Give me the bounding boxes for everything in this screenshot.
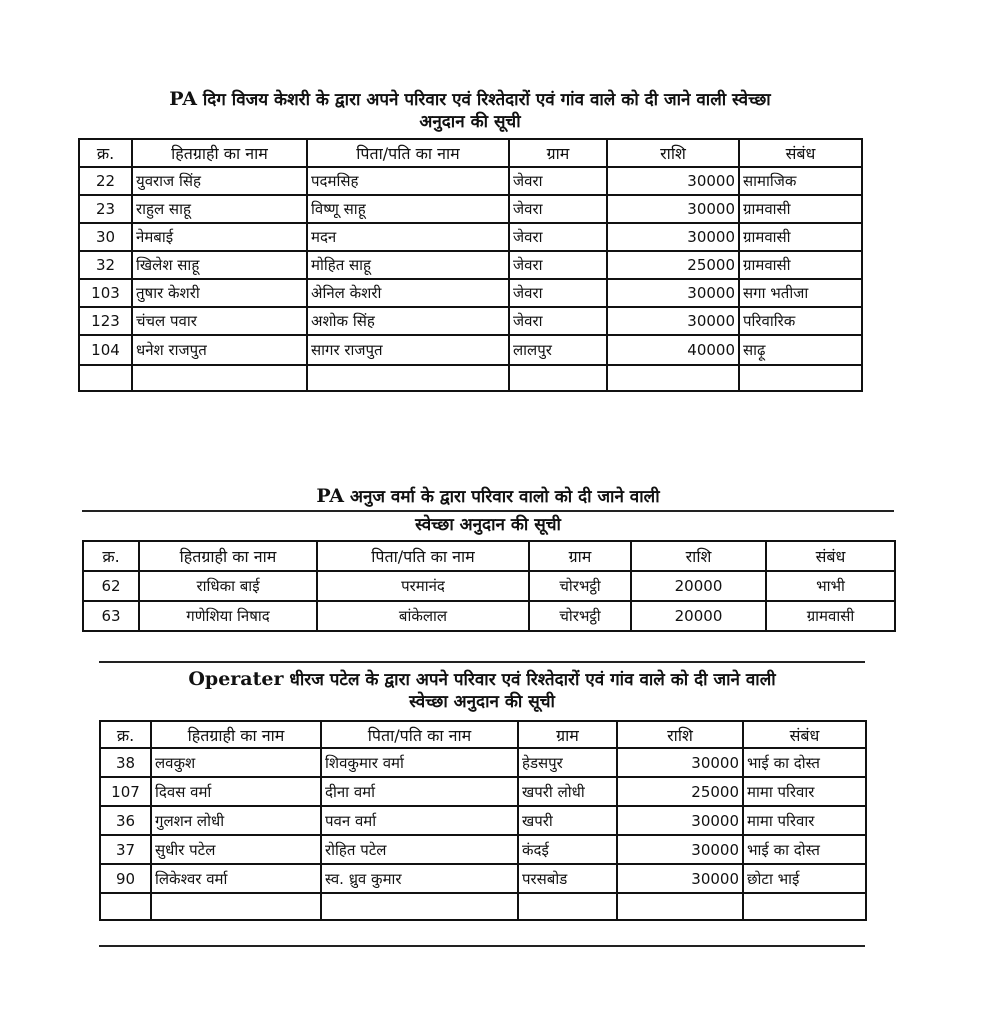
father-cell: परमानंद	[317, 571, 529, 601]
table-row	[83, 571, 895, 601]
header-relation: संबंध	[739, 139, 862, 167]
section3-table	[99, 720, 867, 921]
father-cell: सागर राजपुत	[307, 335, 509, 365]
empty-cell	[509, 365, 607, 391]
relation-cell: सगा भतीजा	[739, 279, 862, 307]
table-row	[79, 223, 862, 251]
beneficiary-cell: गुलशन लोधी	[151, 806, 321, 835]
beneficiary-cell: राहुल साहू	[132, 195, 307, 223]
village-cell: खपरी लोधी	[518, 777, 617, 806]
section2-title-rest: अनुज वर्मा के द्वारा परिवार वालो को दी जाने वाली	[349, 487, 660, 507]
beneficiary-cell: तुषार केशरी	[132, 279, 307, 307]
village-cell: जेवरा	[509, 167, 607, 195]
section2-title-divider	[82, 510, 894, 512]
amount-cell: 30000	[607, 279, 739, 307]
amount-cell: 40000	[607, 335, 739, 365]
header-village: ग्राम	[529, 541, 631, 571]
beneficiary-cell: चंचल पवार	[132, 307, 307, 335]
village-cell: लालपुर	[509, 335, 607, 365]
amount-cell: 25000	[617, 777, 743, 806]
serial-cell: 36	[100, 806, 151, 835]
header-father-husband-name: पिता/पति का नाम	[321, 721, 518, 748]
header-serial: क्र.	[100, 721, 151, 748]
relation-cell: साढ़ू	[739, 335, 862, 365]
table-row	[100, 806, 866, 835]
section2-title-line2	[82, 514, 894, 536]
section3-title	[99, 668, 865, 713]
relation-cell: भाई का दोस्त	[743, 748, 866, 777]
header-beneficiary-name: हितग्राही का नाम	[132, 139, 307, 167]
header-beneficiary-name: हितग्राही का नाम	[151, 721, 321, 748]
section3-bottom-divider	[99, 945, 865, 947]
header-relation: संबंध	[766, 541, 895, 571]
header-amount: राशि	[617, 721, 743, 748]
father-cell: अेनिल केशरी	[307, 279, 509, 307]
section3-title-line2: स्वेच्छा अनुदान की सूची	[409, 692, 555, 712]
table-row	[100, 864, 866, 893]
amount-cell: 30000	[617, 806, 743, 835]
beneficiary-cell: दिवस वर्मा	[151, 777, 321, 806]
section1-title-line2: अनुदान की सूची	[419, 112, 521, 132]
section3-top-divider	[99, 661, 865, 663]
village-cell: कंदई	[518, 835, 617, 864]
village-cell: खपरी	[518, 806, 617, 835]
beneficiary-cell: युवराज सिंह	[132, 167, 307, 195]
section3-title-rest: धीरज पटेल के द्वारा अपने परिवार एवं रिश्तेदारों एवं गांव वाले को दी जाने वाली	[289, 670, 776, 690]
table-row	[83, 601, 895, 631]
section1-title-lead: PA	[169, 88, 197, 110]
section3-header-row	[100, 721, 866, 748]
beneficiary-cell: राधिका बाई	[139, 571, 317, 601]
header-relation: संबंध	[743, 721, 866, 748]
amount-cell: 20000	[631, 601, 766, 631]
section3-title-lead: Operater	[188, 668, 284, 690]
section1-title	[60, 88, 880, 133]
empty-cell	[79, 365, 132, 391]
amount-cell: 30000	[617, 835, 743, 864]
beneficiary-cell: धनेश राजपुत	[132, 335, 307, 365]
relation-cell: भाई का दोस्त	[743, 835, 866, 864]
relation-cell: सामाजिक	[739, 167, 862, 195]
amount-cell: 30000	[607, 167, 739, 195]
village-cell: जेवरा	[509, 279, 607, 307]
relation-cell: ग्रामवासी	[739, 195, 862, 223]
header-village: ग्राम	[509, 139, 607, 167]
serial-cell: 63	[83, 601, 139, 631]
village-cell: चोरभट्ठी	[529, 571, 631, 601]
father-cell: दीना वर्मा	[321, 777, 518, 806]
section2-table	[82, 540, 896, 632]
serial-cell: 104	[79, 335, 132, 365]
village-cell: चोरभट्ठी	[529, 601, 631, 631]
serial-cell: 90	[100, 864, 151, 893]
empty-cell	[132, 365, 307, 391]
section2-title-lead: PA	[316, 485, 345, 507]
serial-cell: 32	[79, 251, 132, 279]
empty-cell	[739, 365, 862, 391]
header-amount: राशि	[607, 139, 739, 167]
village-cell: जेवरा	[509, 195, 607, 223]
header-father-husband-name: पिता/पति का नाम	[317, 541, 529, 571]
table-row-empty	[79, 365, 862, 391]
relation-cell: ग्रामवासी	[739, 223, 862, 251]
father-cell: बांकेलाल	[317, 601, 529, 631]
table-row	[100, 835, 866, 864]
empty-cell	[100, 893, 151, 920]
table-row	[100, 777, 866, 806]
section1-table	[78, 138, 863, 392]
empty-cell	[607, 365, 739, 391]
village-cell: हेडसपुर	[518, 748, 617, 777]
header-amount: राशि	[631, 541, 766, 571]
father-cell: रोहित पटेल	[321, 835, 518, 864]
village-cell: जेवरा	[509, 251, 607, 279]
serial-cell: 123	[79, 307, 132, 335]
village-cell: जेवरा	[509, 307, 607, 335]
table-row	[79, 167, 862, 195]
village-cell: जेवरा	[509, 223, 607, 251]
serial-cell: 38	[100, 748, 151, 777]
header-village: ग्राम	[518, 721, 617, 748]
beneficiary-cell: गणेशिया निषाद	[139, 601, 317, 631]
father-cell: पवन वर्मा	[321, 806, 518, 835]
relation-cell: भाभी	[766, 571, 895, 601]
father-cell: शिवकुमार वर्मा	[321, 748, 518, 777]
beneficiary-cell: खिलेश साहू	[132, 251, 307, 279]
empty-cell	[307, 365, 509, 391]
empty-cell	[321, 893, 518, 920]
empty-cell	[743, 893, 866, 920]
serial-cell: 62	[83, 571, 139, 601]
section2-title-line2-text: स्वेच्छा अनुदान की सूची	[415, 515, 561, 535]
section1-header-row	[79, 139, 862, 167]
table-row	[79, 279, 862, 307]
section2-header-row	[83, 541, 895, 571]
beneficiary-cell: नेमबाई	[132, 223, 307, 251]
serial-cell: 103	[79, 279, 132, 307]
table-row	[79, 195, 862, 223]
section2-title-line1	[82, 485, 894, 508]
father-cell: स्व. ध्रुव कुमार	[321, 864, 518, 893]
relation-cell: मामा परिवार	[743, 806, 866, 835]
amount-cell: 30000	[607, 195, 739, 223]
serial-cell: 22	[79, 167, 132, 195]
village-cell: परसबोड	[518, 864, 617, 893]
empty-cell	[617, 893, 743, 920]
serial-cell: 30	[79, 223, 132, 251]
relation-cell: परिवारिक	[739, 307, 862, 335]
relation-cell: मामा परिवार	[743, 777, 866, 806]
beneficiary-cell: लवकुश	[151, 748, 321, 777]
amount-cell: 30000	[607, 223, 739, 251]
father-cell: विष्णू साहू	[307, 195, 509, 223]
section1-title-rest: दिग विजय केशरी के द्वारा अपने परिवार एवं रिश्तेदारों एवं गांव वाले को दी जाने वाली स्वेच्छा	[202, 90, 771, 110]
amount-cell: 25000	[607, 251, 739, 279]
empty-cell	[151, 893, 321, 920]
table-row	[79, 251, 862, 279]
amount-cell: 30000	[617, 748, 743, 777]
table-row	[100, 748, 866, 777]
header-father-husband-name: पिता/पति का नाम	[307, 139, 509, 167]
empty-cell	[518, 893, 617, 920]
relation-cell: ग्रामवासी	[766, 601, 895, 631]
header-serial: क्र.	[79, 139, 132, 167]
beneficiary-cell: सुधीर पटेल	[151, 835, 321, 864]
table-row-empty	[100, 893, 866, 920]
relation-cell: ग्रामवासी	[739, 251, 862, 279]
serial-cell: 107	[100, 777, 151, 806]
beneficiary-cell: लिकेश्वर वर्मा	[151, 864, 321, 893]
amount-cell: 20000	[631, 571, 766, 601]
father-cell: मदन	[307, 223, 509, 251]
amount-cell: 30000	[607, 307, 739, 335]
header-beneficiary-name: हितग्राही का नाम	[139, 541, 317, 571]
table-row	[79, 307, 862, 335]
table-row	[79, 335, 862, 365]
relation-cell: छोटा भाई	[743, 864, 866, 893]
father-cell: अशोक सिंह	[307, 307, 509, 335]
header-serial: क्र.	[83, 541, 139, 571]
father-cell: मोहित साहू	[307, 251, 509, 279]
serial-cell: 23	[79, 195, 132, 223]
serial-cell: 37	[100, 835, 151, 864]
amount-cell: 30000	[617, 864, 743, 893]
father-cell: पदमसिह	[307, 167, 509, 195]
